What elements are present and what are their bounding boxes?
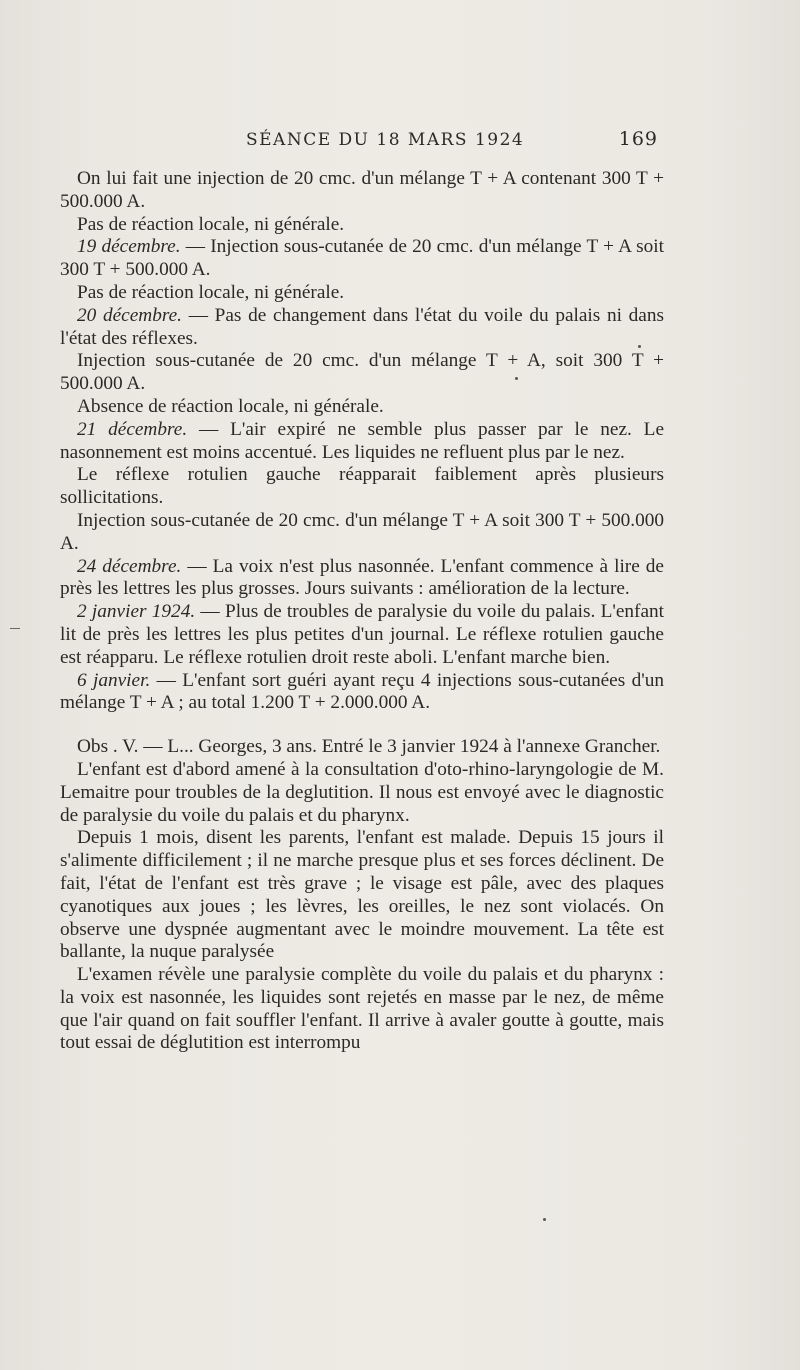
paragraph-text: — Pas de changement dans l'état du voile du palais ni dans l'état des réflexes.: [60, 304, 664, 349]
paragraph-text: Le réflexe rotulien gauche réapparait faiblement après plusieurs sollicitations.: [60, 464, 664, 509]
paragraph: [60, 827, 664, 964]
date-lead: 2 janvier 1924.: [77, 601, 196, 623]
paragraph-text: Pas de réaction locale, ni générale.: [77, 213, 345, 235]
paragraph-text: — Plus de troubles de paralysie du voile du palais. L'enfant lit de près les lettres les plus petites d'un journal. Le réflexe rotulien gauche est réapparu. Le réflexe rotulien droit reste aboli. L'enfant marche bien.: [60, 601, 664, 668]
paragraph-text: Pas de réaction locale, ni générale.: [77, 281, 345, 303]
paragraph: [60, 214, 664, 237]
paragraph-text: Obs . V. — L... Georges, 3 ans. Entré le 3 janvier 1924 à l'annexe Grancher.: [77, 736, 661, 758]
paragraph: [60, 736, 664, 759]
paragraph: [60, 419, 664, 465]
paragraph-text: On lui fait une injection de 20 cmc. d'un mélange T + A contenant 300 T + 500.000 A.: [60, 168, 664, 212]
paragraph-text: — Injection sous-cutanée de 20 cmc. d'un mélange T + A soit 300 T + 500.000 A.: [60, 236, 664, 281]
margin-mark: [10, 628, 20, 629]
paragraph-text: Absence de réaction locale, ni générale.: [77, 395, 384, 417]
date-lead: 21 décembre.: [77, 418, 188, 440]
paragraph-text: Depuis 1 mois, disent les parents, l'enfant est malade. Depuis 15 jours il s'alimente difficilement ; il ne marche presque plus et ses forces déclinent. De fait, l'état de l'enfant est très grave ; le visage est pâle, avec des plaques cyanotiques aux joues ; les lèvres, les oreilles, le nez sont violacés. On observe une dyspnée augmentant avec le moindre mouvement. La tête est ballante, la nuque paralysée: [60, 827, 664, 963]
paragraph: [60, 670, 664, 716]
paragraph-text: — L'enfant sort guéri ayant reçu 4 injections sous-cutanées d'un mélange T + A ; au total 1.200 T + 2.000.000 A.: [60, 669, 664, 714]
paragraph-text: L'examen révèle une paralysie complète du voile du palais et du pharynx : la voix est nasonnée, les liquides sont rejetés en masse par le nez, de même que l'air quand on fait souffler l'enfant. Il arrive à avaler goutte à goutte, mais tout essai de déglutition est interrompu: [60, 964, 664, 1054]
paragraph: [60, 305, 664, 351]
paragraph-text: Injection sous-cutanée de 20 cmc. d'un mélange T + A, soit 300 T + 500.000 A.: [60, 350, 664, 395]
paragraph: [60, 601, 664, 669]
paragraph: [60, 464, 664, 510]
paragraph: [60, 396, 664, 419]
page-number: 169: [618, 128, 658, 150]
date-lead: 19 décembre.: [77, 236, 181, 258]
paragraph-text: — La voix n'est plus nasonnée. L'enfant commence à lire de près les lettres les plus grosses. Jours suivants : amélioration de la lecture.: [60, 555, 664, 600]
paragraph-text: — L'air expiré ne semble plus passer par le nez. Le nasonnement est moins accentué. Les liquides ne refluent plus par le nez.: [60, 418, 664, 463]
date-lead: 20 décembre.: [77, 304, 183, 326]
paragraph: [60, 510, 664, 556]
running-title: SÉANCE DU 18 MARS 1924: [246, 130, 525, 150]
body-text: [60, 168, 664, 1055]
date-lead: 6 janvier.: [77, 669, 151, 691]
date-lead: 24 décembre.: [77, 555, 182, 577]
paragraph: [60, 556, 664, 602]
paragraph: [60, 759, 664, 827]
page-header: [60, 126, 658, 156]
paragraph: [60, 282, 664, 305]
paragraph: [60, 964, 664, 1055]
paragraph: [60, 236, 664, 282]
paragraph: [60, 350, 664, 396]
paragraph-text: L'enfant est d'abord amené à la consultation d'oto-rhino-laryngologie de M. Lemaitre pour troubles de la deglutition. Il nous est envoyé avec le diagnostic de paralysie du voile du palais et du pharynx.: [60, 758, 664, 826]
paragraph-text: Injection sous-cutanée de 20 cmc. d'un mélange T + A soit 300 T + 500.000 A.: [60, 509, 664, 554]
paragraph: [60, 168, 664, 214]
